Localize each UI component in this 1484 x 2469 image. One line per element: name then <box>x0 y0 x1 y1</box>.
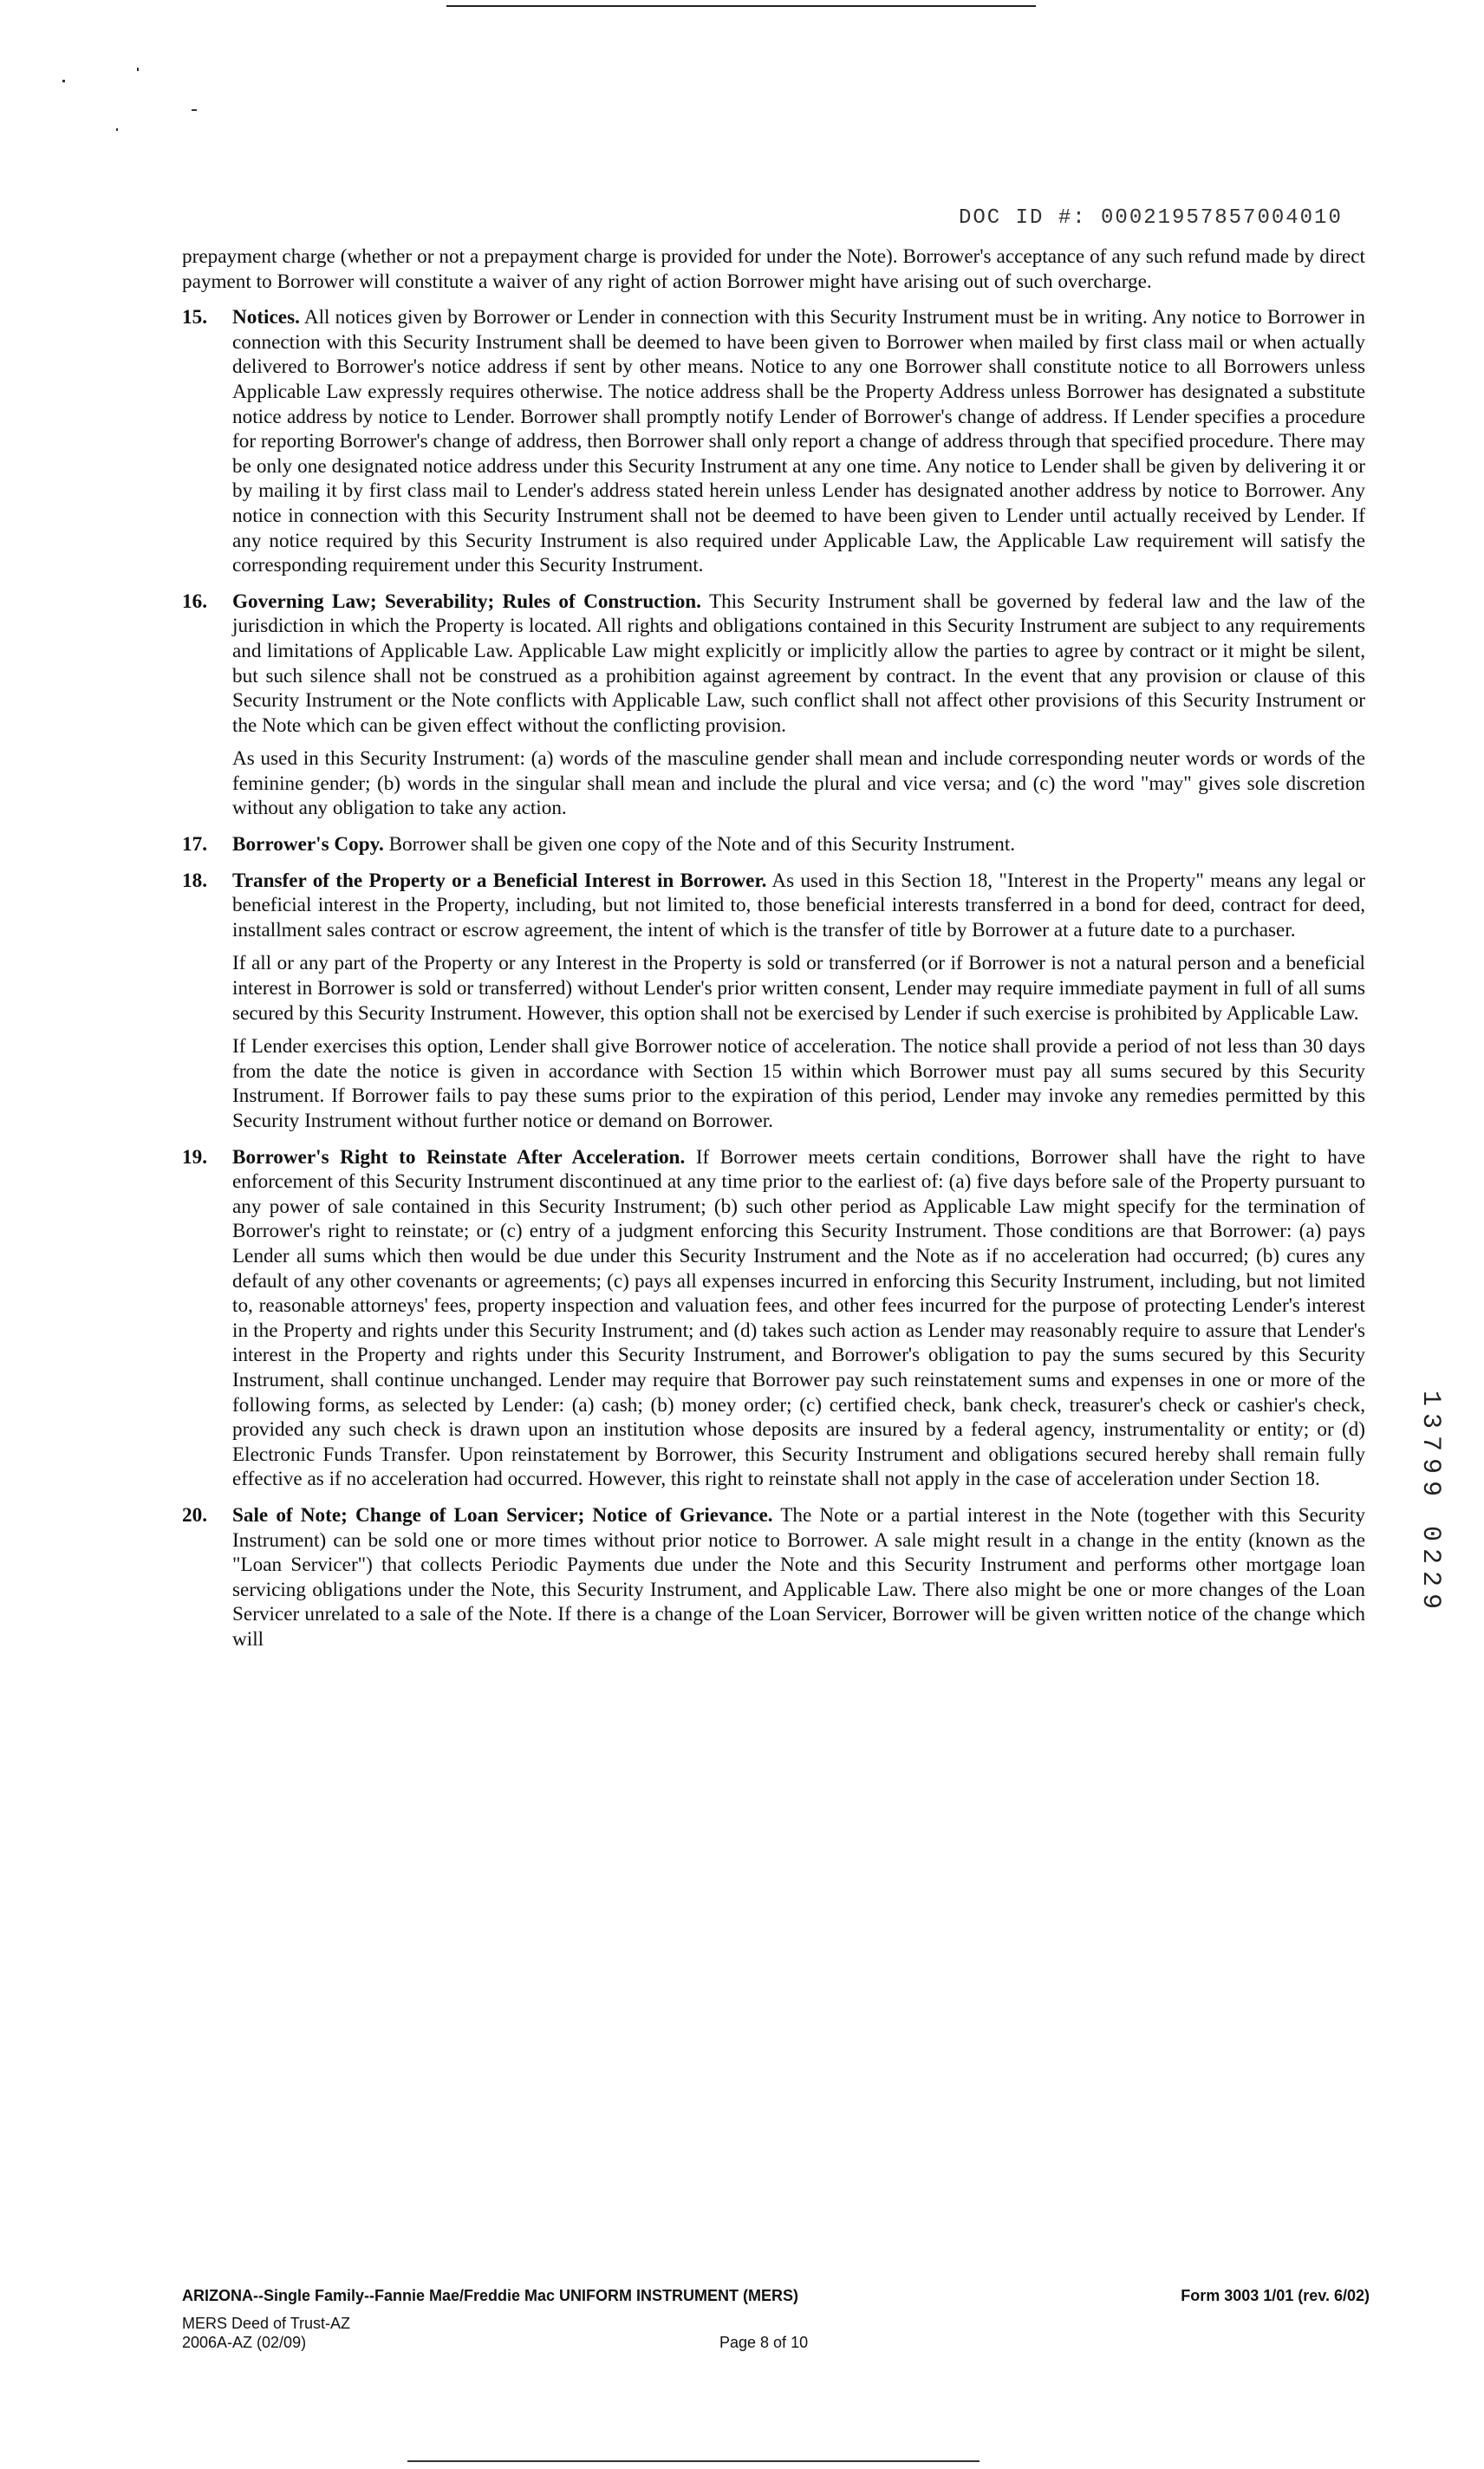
section-subparagraph: As used in this Security Instrument: (a) words of the masculine gender shall mean and include corresponding neuter words or words of the feminine gender; (b) words in the singular shall mean and include the plural and vice versa; and (c) the word "may" gives sole discretion without any obligation to take any action. <box>232 747 1365 820</box>
section-text: This Security Instrument shall be governed by federal law and the law of the jurisdiction in which the Property is located. All rights and obligations contained in this Security Instrument are subject to any requirements and limitations of Applicable Law. Applicable Law might explicitly or implicitly allow the parties to agree by contract or it might be silent, but such silence shall not be construed as a prohibition against agreement by contract. In the event that any provision or clause of this Security Instrument or the Note conflicts with Applicable Law, such conflict shall not affect other provisions of this Security Instrument or the Note which can be given effect without the conflicting provision. <box>232 590 1365 737</box>
scan-speck <box>137 68 139 71</box>
section-text: Borrower shall be given one copy of the Note and of this Security Instrument. <box>388 833 1016 857</box>
top-edge-line <box>446 5 1036 7</box>
section-number: 16. <box>182 590 207 613</box>
scan-speck <box>62 80 65 82</box>
stamp-digit: 9 <box>1416 1480 1445 1496</box>
section-15 <box>182 305 1365 578</box>
stamp-digit: 3 <box>1416 1412 1445 1429</box>
section-18 <box>182 869 1365 1134</box>
recording-number-stamp <box>1413 1387 1448 1612</box>
stamp-digit: 1 <box>1416 1390 1445 1406</box>
section-number: 20. <box>182 1503 207 1527</box>
document-name: MERS Deed of Trust-AZ <box>182 2315 351 2332</box>
section-text: As used in this Section 18, "Interest in the Property" means any legal or beneficial interest in the Property, including, but not limited to, those beneficial interests transferred in a bond for deed, contract for deed, installment sales contract or escrow agreement, the intent of which is the transfer of title by Borrower at a future date to a purchaser. <box>232 869 1365 941</box>
section-subparagraph: If all or any part of the Property or any Interest in the Property is sold or transferred (or if Borrower is not a natural person and a beneficial interest in Borrower is sold or transferred) without Lender's prior written consent, Lender may require immediate payment in full of all sums secured by this Security Instrument. However, this option shall not be exercised by Lender if such exercise is prohibited by Applicable Law. <box>232 952 1365 1025</box>
section-number: 18. <box>182 869 207 892</box>
intro-paragraph: prepayment charge (whether or not a prepayment charge is provided for under the Note). Borrower's acceptance of any such refund made by direct payment to Borrower will constitute a waiver of any right of action Borrower might have arising out of such overcharge. <box>182 245 1365 293</box>
section-20 <box>182 1503 1365 1652</box>
stamp-digit: 9 <box>1416 1457 1445 1474</box>
page-number: Page 8 of 10 <box>719 2334 809 2351</box>
form-number: Form 3003 1/01 (rev. 6/02) <box>1181 2287 1370 2304</box>
document-code: 2006A-AZ (02/09) <box>182 2334 307 2351</box>
section-17 <box>182 832 1365 857</box>
bottom-edge-line <box>407 2460 980 2462</box>
stamp-digit: 7 <box>1416 1435 1445 1451</box>
section-number: 17. <box>182 833 207 857</box>
form-title: ARIZONA--Single Family--Fannie Mae/Freddie Mac UNIFORM INSTRUMENT (MERS) <box>182 2287 799 2304</box>
stamp-digit: 9 <box>1416 1593 1445 1609</box>
section-16 <box>182 590 1365 821</box>
section-number: 15. <box>182 306 207 329</box>
section-text: All notices given by Borrower or Lender in connection with this Security Instrument must be in writing. Any notice to Borrower in connection with this Security Instrument shall be deemed to have been given to Borrower when mailed by first class mail or when actually delivered to Borrower's notice address if sent by other means. Notice to any one Borrower shall constitute notice to all Borrowers unless Applicable Law expressly requires otherwise. The notice address shall be the Property Address unless Borrower has designated a substitute notice address by notice to Lender. Borrower shall promptly notify Lender of Borrower's change of address. If Lender specifies a procedure for reporting Borrower's change of address, then Borrower shall only report a change of address through that specified procedure. There may be only one designated notice address under this Security Instrument at any one time. Any notice to Lender shall be given by delivering it or by mailing it by first class mail to Lender's address stated herein unless Lender has designated another address by notice to Borrower. Any notice in connection with this Security Instrument shall not be deemed to have been given to Lender until actually received by Lender. If any notice required by this Security Instrument is also required under Applicable Law, the Applicable Law requirement will satisfy the corresponding requirement under this Security Instrument. <box>232 306 1365 577</box>
scan-speck <box>116 128 118 131</box>
section-text: If Borrower meets certain conditions, Borrower shall have the right to have enforcement of this Security Instrument discontinued at any time prior to the earliest of: (a) five days before sale of the Property pursuant to any power of sale contained in this Security Instrument; (b) such other period as Applicable Law might specify for the termination of Borrower's right to reinstate; or (c) entry of a judgment enforcing this Security Instrument. Those conditions are that Borrower: (a) pays Lender all sums which then would be due under this Security Instrument and the Note as if no acceleration had occurred; (b) cures any default of any other covenants or agreements; (c) pays all expenses incurred in enforcing this Security Instrument, including, but not limited to, reasonable attorneys' fees, property inspection and valuation fees, and other fees incurred for the purpose of protecting Lender's interest in the Property and rights under this Security Instrument; and (d) takes such action as Lender may reasonably require to assure that Lender's interest in the Property and rights under this Security Instrument, and Borrower's obligation to pay the sums secured by this Security Instrument, shall continue unchanged. Lender may require that Borrower pay such reinstatement sums and expenses in one or more of the following forms, as selected by Lender: (a) cash; (b) money order; (c) certified check, bank check, treasurer's check or cashier's check, provided any such check is drawn upon an institution whose deposits are insured by a federal agency, instrumentality or entity; or (d) Electronic Funds Transfer. Upon reinstatement by Borrower, this Security Instrument and obligations secured hereby shall remain fully effective as if no acceleration had occurred. However, this right to reinstate shall not apply in the case of acceleration under Section 18. <box>232 1145 1366 1491</box>
section-title: Notices. <box>232 306 300 329</box>
stamp-digit: 2 <box>1416 1547 1445 1564</box>
doc-id: DOC ID #: 00021957857004010 <box>959 206 1343 230</box>
section-title: Sale of Note; Change of Loan Servicer; Notice of Grievance. <box>232 1503 773 1527</box>
section-text: The Note or a partial interest in the Note (together with this Security Instrument) can be sold one or more times without prior notice to Borrower. A sale might result in a change in the entity (known as the "Loan Servicer") that collects Periodic Payments due under the Note and this Security Instrument and performs other mortgage loan servicing obligations under the Note, this Security Instrument, and Applicable Law. There also might be one or more changes of the Loan Servicer unrelated to a sale of the Note. If there is a change of the Loan Servicer, Borrower will be given written notice of the change which will <box>232 1503 1365 1651</box>
section-title: Governing Law; Severability; Rules of Construction. <box>232 590 701 613</box>
section-title: Borrower's Copy. <box>232 833 384 857</box>
section-title: Borrower's Right to Reinstate After Acceleration. <box>232 1145 686 1169</box>
section-subparagraph: If Lender exercises this option, Lender shall give Borrower notice of acceleration. The notice shall provide a period of not less than 30 days from the date the notice is given in accordance with Section 15 within which Borrower must pay all sums secured by this Security Instrument. If Borrower fails to pay these sums prior to the expiration of this period, Lender may invoke any remedies permitted by this Security Instrument without further notice or demand on Borrower. <box>232 1035 1365 1132</box>
section-19 <box>182 1145 1365 1492</box>
stamp-digit: 2 <box>1416 1570 1445 1586</box>
scan-speck <box>192 109 197 111</box>
section-number: 19. <box>182 1145 207 1169</box>
document-body <box>182 244 1365 1663</box>
stamp-digit: 0 <box>1416 1525 1445 1541</box>
section-title: Transfer of the Property or a Beneficial Interest in Borrower. <box>232 869 767 892</box>
